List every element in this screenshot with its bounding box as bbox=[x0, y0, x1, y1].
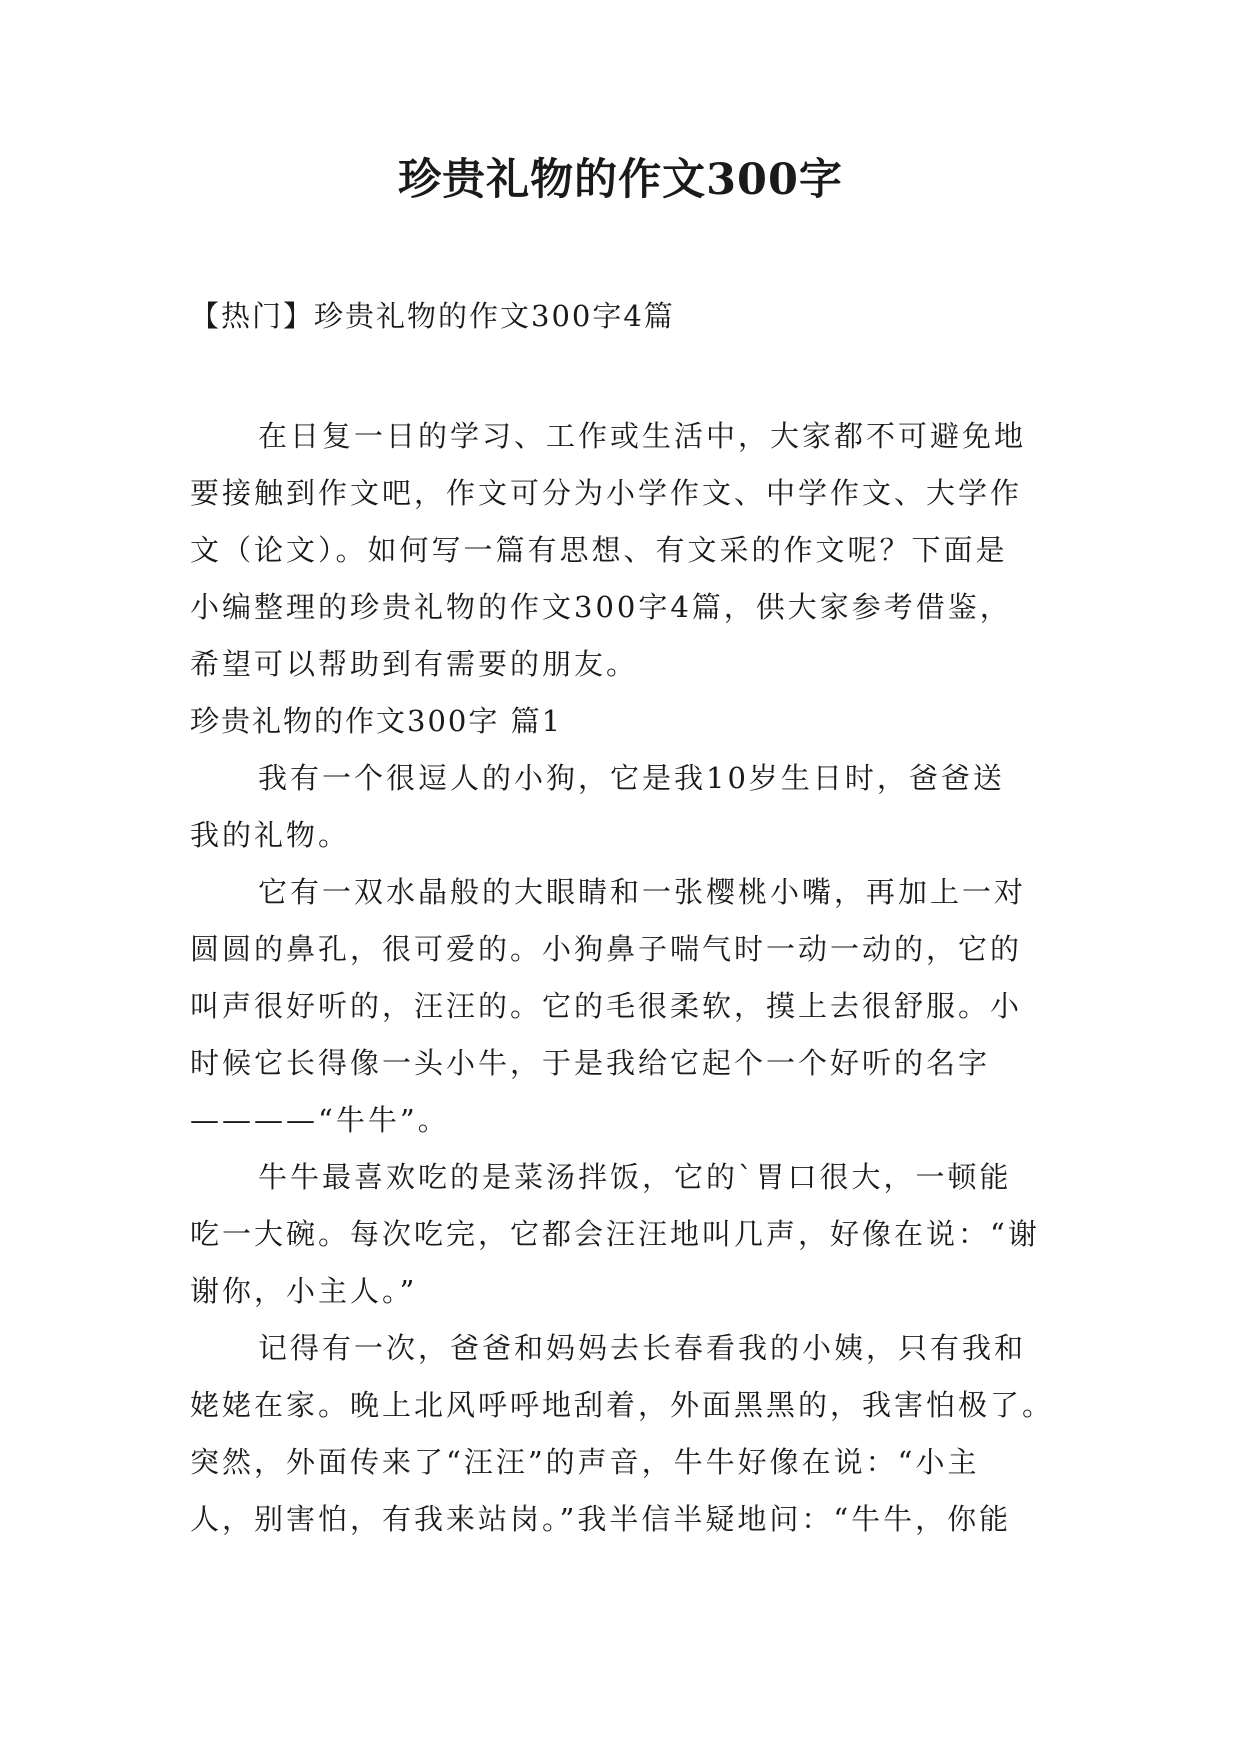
text-line: 姥姥在家。晚上北风呼呼地刮着，外面黑黑的，我害怕极了。 bbox=[190, 1388, 1055, 1422]
text-line: 人，别害怕，有我来站岗。”我半信半疑地问：“牛牛，你能 bbox=[190, 1502, 1012, 1536]
text-line: 它有一双水晶般的大眼睛和一张樱桃小嘴，再加上一对 bbox=[258, 875, 1027, 909]
text-line: 叫声很好听的，汪汪的。它的毛很柔软，摸上去很舒服。小 bbox=[190, 989, 1023, 1023]
text-line: 在日复一日的学习、工作或生活中，大家都不可避免地 bbox=[258, 419, 1027, 453]
text-line: 突然，外面传来了“汪汪”的声音，牛牛好像在说：“小主 bbox=[190, 1445, 980, 1479]
text-line: 牛牛最喜欢吃的是菜汤拌饭，它的`胃口很大，一顿能 bbox=[258, 1160, 1012, 1194]
text-line: 要接触到作文吧，作文可分为小学作文、中学作文、大学作 bbox=[190, 476, 1023, 510]
text-line: 我的礼物。 bbox=[190, 818, 351, 852]
document-title: 珍贵礼物的作文300字 bbox=[398, 155, 843, 205]
text-line: 希望可以帮助到有需要的朋友。 bbox=[190, 647, 639, 681]
text-line: 时候它长得像一头小牛，于是我给它起个一个好听的名字 bbox=[190, 1046, 991, 1080]
text-line: 我有一个很逗人的小狗，它是我10岁生日时，爸爸送 bbox=[258, 761, 1005, 795]
section-heading: 珍贵礼物的作文300字 篇1 bbox=[190, 704, 563, 738]
text-line: ————“牛牛”。 bbox=[190, 1103, 450, 1137]
text-line: 圆圆的鼻孔，很可爱的。小狗鼻子喘气时一动一动的，它的 bbox=[190, 932, 1023, 966]
document-body bbox=[190, 408, 1070, 1548]
text-line: 吃一大碗。每次吃完，它都会汪汪地叫几声，好像在说：“谢 bbox=[190, 1217, 1040, 1251]
text-line: 记得有一次，爸爸和妈妈去长春看我的小姨，只有我和 bbox=[258, 1331, 1027, 1365]
text-line: 小编整理的珍贵礼物的作文300字4篇，供大家参考借鉴， bbox=[190, 590, 1012, 624]
text-line: 文（论文）。如何写一篇有思想、有文采的作文呢？下面是 bbox=[190, 533, 1008, 567]
document-subtitle: 【热门】珍贵礼物的作文300字4篇 bbox=[190, 299, 675, 333]
text-line: 谢你，小主人。” bbox=[190, 1274, 418, 1308]
